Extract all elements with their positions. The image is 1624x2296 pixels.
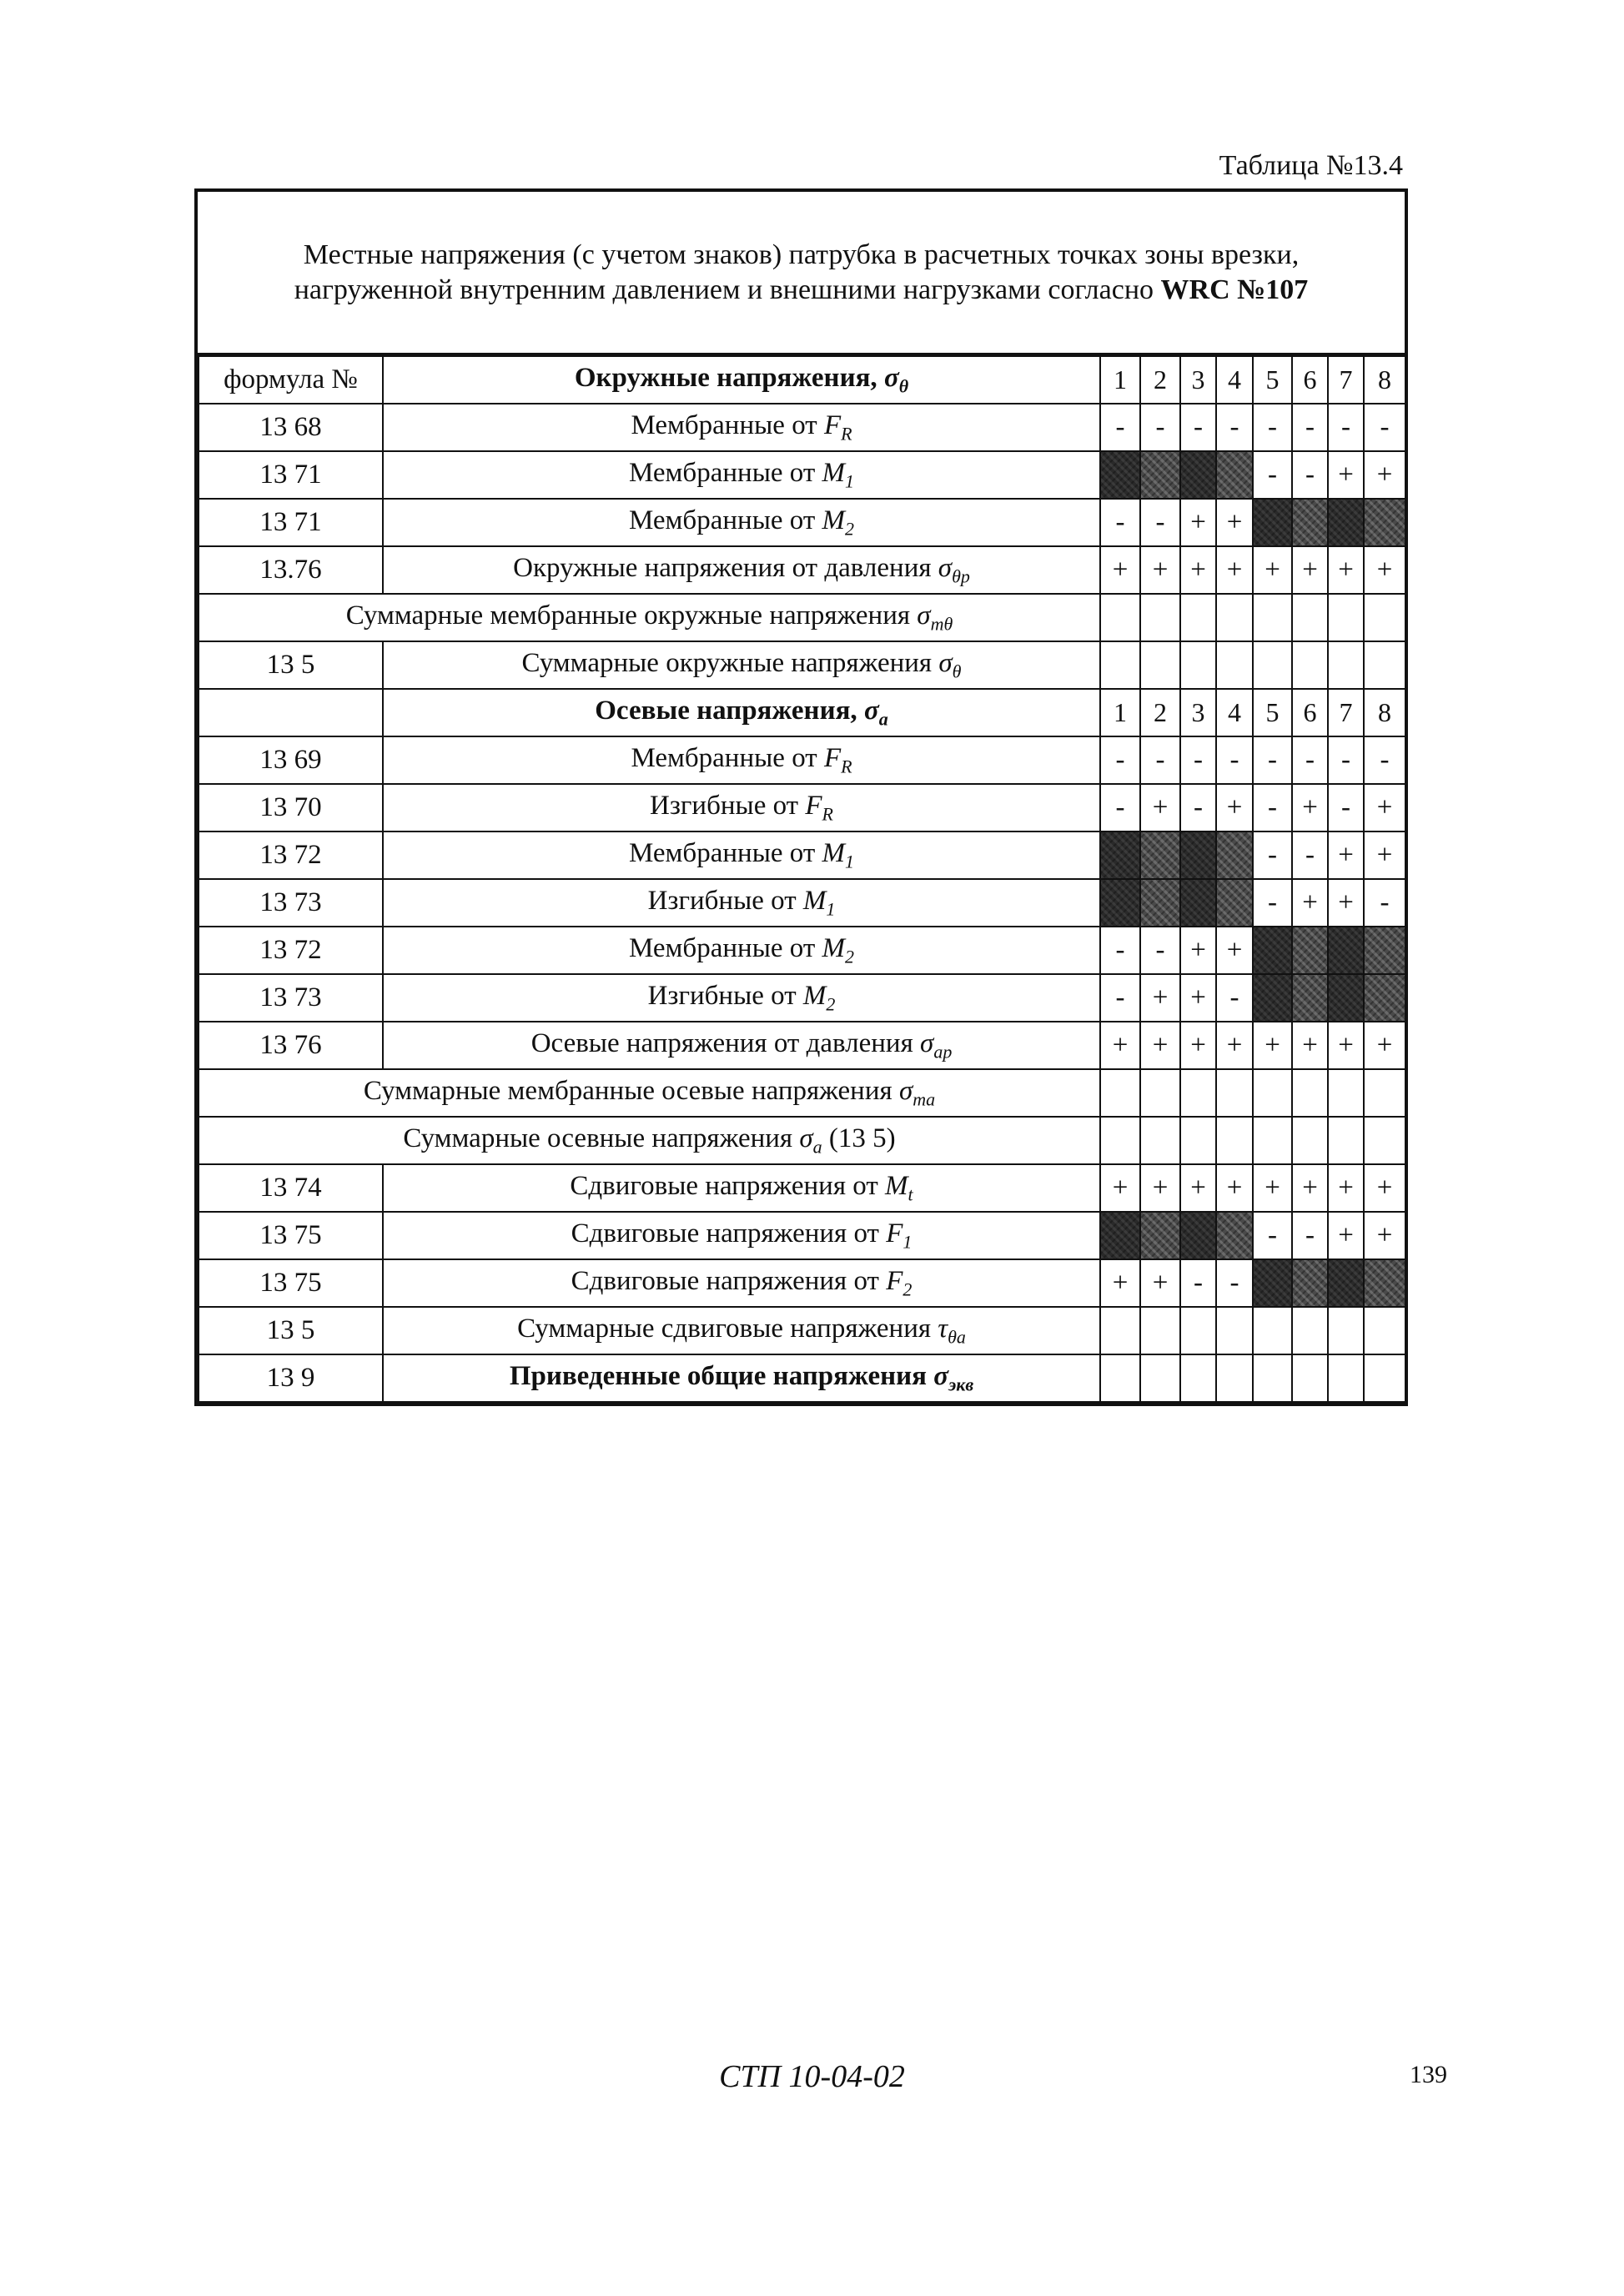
sign-cell xyxy=(1364,641,1405,689)
sign-cell: + xyxy=(1328,879,1364,927)
title-standard: WRC №107 xyxy=(1160,274,1309,305)
point-number: 8 xyxy=(1364,689,1405,736)
table-row xyxy=(199,1022,1405,1069)
table-row xyxy=(199,1164,1405,1212)
sign-cell xyxy=(1140,1307,1180,1354)
sign-cell: + xyxy=(1140,1259,1180,1307)
sign-cell xyxy=(1328,1117,1364,1164)
sign-cell: - xyxy=(1253,404,1292,451)
point-number: 3 xyxy=(1180,356,1216,404)
sign-cell: + xyxy=(1328,1164,1364,1212)
row-label: Сдвиговые напряжения от $F_2$ xyxy=(383,1259,1100,1307)
section-heading: Окружные напряжения, $\sigma_\theta$ xyxy=(383,356,1100,404)
sign-cell xyxy=(1253,641,1292,689)
sign-cell xyxy=(1364,1259,1405,1307)
sign-cell: - xyxy=(1253,831,1292,879)
formula-cell: 13 73 xyxy=(199,879,383,927)
sign-cell: - xyxy=(1216,404,1253,451)
table-row xyxy=(199,404,1405,451)
formula-header: формула № xyxy=(199,356,383,404)
sign-cell: + xyxy=(1216,784,1253,831)
sign-cell xyxy=(1100,451,1140,499)
sign-cell xyxy=(1100,1354,1140,1402)
title-line-1: Местные напряжения (с учетом знаков) патрубка в расчетных точках зоны врезки, xyxy=(303,239,1300,270)
sign-cell xyxy=(1292,927,1328,974)
sign-cell: + xyxy=(1180,1164,1216,1212)
point-number: 1 xyxy=(1100,356,1140,404)
stress-table xyxy=(198,355,1406,1403)
sign-cell: + xyxy=(1140,974,1180,1022)
sign-cell xyxy=(1216,879,1253,927)
table-row xyxy=(199,974,1405,1022)
sign-cell: + xyxy=(1364,1164,1405,1212)
summary-label: Суммарные осевные напряжения $\sigma_a$ (13 5) xyxy=(199,1117,1100,1164)
sign-cell: + xyxy=(1253,1022,1292,1069)
row-label: Мембранные от $F_R$ xyxy=(383,404,1100,451)
sign-cell xyxy=(1100,1212,1140,1259)
sign-cell xyxy=(1292,641,1328,689)
sign-cell: - xyxy=(1253,736,1292,784)
sign-cell: + xyxy=(1292,879,1328,927)
row-label: Мембранные от $M_1$ xyxy=(383,831,1100,879)
row-label: Суммарные сдвиговые напряжения $\tau_{\theta a}$ xyxy=(383,1307,1100,1354)
sign-cell: + xyxy=(1180,546,1216,594)
sign-cell xyxy=(1140,594,1180,641)
sign-cell xyxy=(1328,1069,1364,1117)
sign-cell: + xyxy=(1140,784,1180,831)
sign-cell: - xyxy=(1100,974,1140,1022)
sign-cell xyxy=(1180,1354,1216,1402)
formula-cell: 13.76 xyxy=(199,546,383,594)
sign-cell xyxy=(1328,1307,1364,1354)
sign-cell xyxy=(1364,594,1405,641)
formula-cell: 13 72 xyxy=(199,927,383,974)
sign-cell: - xyxy=(1364,879,1405,927)
sign-cell: - xyxy=(1364,404,1405,451)
formula-cell: 13 9 xyxy=(199,1354,383,1402)
sign-cell: + xyxy=(1328,1022,1364,1069)
sign-cell: - xyxy=(1180,784,1216,831)
sign-cell xyxy=(1100,1117,1140,1164)
formula-cell: 13 74 xyxy=(199,1164,383,1212)
sign-cell: + xyxy=(1100,1164,1140,1212)
sign-cell: - xyxy=(1328,736,1364,784)
sign-cell xyxy=(1216,1117,1253,1164)
formula-cell: 13 72 xyxy=(199,831,383,879)
sign-cell: + xyxy=(1180,1022,1216,1069)
sign-cell: - xyxy=(1100,927,1140,974)
sign-cell: - xyxy=(1216,974,1253,1022)
sign-cell xyxy=(1140,641,1180,689)
sign-cell xyxy=(1364,1117,1405,1164)
sign-cell: + xyxy=(1180,499,1216,546)
sign-cell xyxy=(1180,831,1216,879)
sign-cell xyxy=(1180,1117,1216,1164)
row-label: Приведенные общие напряжения $\sigma_{экв}$ xyxy=(383,1354,1100,1402)
sign-cell xyxy=(1140,1212,1180,1259)
sign-cell: - xyxy=(1180,1259,1216,1307)
row-label: Мембранные от $M_1$ xyxy=(383,451,1100,499)
point-number: 5 xyxy=(1253,356,1292,404)
row-label: Суммарные окружные напряжения $\sigma_\theta$ xyxy=(383,641,1100,689)
sign-cell: + xyxy=(1216,546,1253,594)
row-label: Изгибные от $M_1$ xyxy=(383,879,1100,927)
row-label: Изгибные от $F_R$ xyxy=(383,784,1100,831)
formula-cell: 13 73 xyxy=(199,974,383,1022)
formula-cell: 13 71 xyxy=(199,499,383,546)
sign-cell: - xyxy=(1292,451,1328,499)
sign-cell xyxy=(1216,641,1253,689)
table-row xyxy=(199,594,1405,641)
formula-cell: 13 76 xyxy=(199,1022,383,1069)
sign-cell xyxy=(1328,927,1364,974)
sign-cell xyxy=(1364,1354,1405,1402)
sign-cell: - xyxy=(1292,831,1328,879)
sign-cell xyxy=(1253,1259,1292,1307)
sign-cell: + xyxy=(1100,1022,1140,1069)
sign-cell xyxy=(1253,1117,1292,1164)
sign-cell xyxy=(1292,1117,1328,1164)
summary-label: Суммарные мембранные окружные напряжения $\sigma_{m\theta}$ xyxy=(199,594,1100,641)
sign-cell xyxy=(1100,1307,1140,1354)
sign-cell: - xyxy=(1100,736,1140,784)
sign-cell xyxy=(1364,1069,1405,1117)
table-row xyxy=(199,784,1405,831)
table-row xyxy=(199,1069,1405,1117)
point-number: 1 xyxy=(1100,689,1140,736)
sign-cell: - xyxy=(1328,404,1364,451)
sign-cell xyxy=(1100,594,1140,641)
sign-cell xyxy=(1364,927,1405,974)
sign-cell: - xyxy=(1292,404,1328,451)
sign-cell xyxy=(1100,879,1140,927)
sign-cell xyxy=(1364,974,1405,1022)
sign-cell: - xyxy=(1140,499,1180,546)
sign-cell xyxy=(1253,499,1292,546)
sign-cell: + xyxy=(1292,1022,1328,1069)
sign-cell: + xyxy=(1328,1212,1364,1259)
sign-cell xyxy=(1216,1354,1253,1402)
formula-cell: 13 68 xyxy=(199,404,383,451)
sign-cell xyxy=(1253,927,1292,974)
row-label: Мембранные от $M_2$ xyxy=(383,499,1100,546)
sign-cell xyxy=(1216,1212,1253,1259)
sign-cell: + xyxy=(1364,784,1405,831)
formula-cell: 13 70 xyxy=(199,784,383,831)
section-heading: Осевые напряжения, $\sigma_a$ xyxy=(383,689,1100,736)
sign-cell: - xyxy=(1216,1259,1253,1307)
sign-cell xyxy=(1140,879,1180,927)
sign-cell xyxy=(1292,1307,1328,1354)
table-caption: Таблица №13.4 xyxy=(1219,150,1403,181)
sign-cell: - xyxy=(1100,784,1140,831)
sign-cell: + xyxy=(1328,831,1364,879)
sign-cell xyxy=(1328,974,1364,1022)
point-number: 2 xyxy=(1140,356,1180,404)
table-row xyxy=(199,879,1405,927)
point-number: 4 xyxy=(1216,356,1253,404)
sign-cell xyxy=(1140,451,1180,499)
sign-cell: + xyxy=(1364,1212,1405,1259)
sign-cell: + xyxy=(1253,546,1292,594)
sign-cell xyxy=(1253,1307,1292,1354)
sign-cell xyxy=(1180,879,1216,927)
sign-cell: + xyxy=(1292,1164,1328,1212)
table-row xyxy=(199,927,1405,974)
header-row-axial xyxy=(199,689,1405,736)
sign-cell: - xyxy=(1328,784,1364,831)
formula-cell: 13 5 xyxy=(199,641,383,689)
sign-cell: - xyxy=(1253,451,1292,499)
sign-cell: + xyxy=(1216,499,1253,546)
sign-cell xyxy=(1292,1354,1328,1402)
sign-cell xyxy=(1328,641,1364,689)
table-row xyxy=(199,546,1405,594)
sign-cell: + xyxy=(1328,546,1364,594)
sign-cell: + xyxy=(1180,927,1216,974)
point-number: 8 xyxy=(1364,356,1405,404)
sign-cell xyxy=(1140,1069,1180,1117)
sign-cell: + xyxy=(1364,451,1405,499)
sign-cell xyxy=(1253,594,1292,641)
sign-cell xyxy=(1140,1354,1180,1402)
sign-cell: + xyxy=(1216,1164,1253,1212)
point-number: 6 xyxy=(1292,356,1328,404)
sign-cell xyxy=(1253,1354,1292,1402)
sign-cell: + xyxy=(1328,451,1364,499)
sign-cell: + xyxy=(1292,784,1328,831)
row-label: Окружные напряжения от давления $\sigma_{\theta p}$ xyxy=(383,546,1100,594)
sign-cell: - xyxy=(1180,404,1216,451)
formula-cell: 13 75 xyxy=(199,1259,383,1307)
sign-cell xyxy=(1292,974,1328,1022)
sign-cell: - xyxy=(1100,499,1140,546)
sign-cell xyxy=(1253,1069,1292,1117)
sign-cell: - xyxy=(1292,1212,1328,1259)
sign-cell xyxy=(1140,1117,1180,1164)
sign-cell xyxy=(1292,499,1328,546)
sign-cell xyxy=(1100,831,1140,879)
sign-cell: - xyxy=(1216,736,1253,784)
row-label: Мембранные от $F_R$ xyxy=(383,736,1100,784)
sign-cell xyxy=(1292,1069,1328,1117)
sign-cell xyxy=(1180,641,1216,689)
page-number: 139 xyxy=(1410,2061,1447,2088)
row-label: Мембранные от $M_2$ xyxy=(383,927,1100,974)
sign-cell xyxy=(1216,594,1253,641)
title-line-2: нагруженной внутренним давлением и внешними нагрузками согласно WRC №107 xyxy=(294,274,1309,305)
sign-cell xyxy=(1180,1069,1216,1117)
row-label: Изгибные от $M_2$ xyxy=(383,974,1100,1022)
sign-cell xyxy=(1328,499,1364,546)
sign-cell xyxy=(1364,499,1405,546)
sign-cell: - xyxy=(1100,404,1140,451)
sign-cell: + xyxy=(1140,1164,1180,1212)
table-row xyxy=(199,641,1405,689)
table-row xyxy=(199,736,1405,784)
sign-cell xyxy=(1216,831,1253,879)
sign-cell: + xyxy=(1100,1259,1140,1307)
sign-cell: + xyxy=(1216,1022,1253,1069)
table-row xyxy=(199,1307,1405,1354)
table-row xyxy=(199,1259,1405,1307)
table-row xyxy=(199,451,1405,499)
sign-cell xyxy=(1328,1259,1364,1307)
point-number: 4 xyxy=(1216,689,1253,736)
point-number: 5 xyxy=(1253,689,1292,736)
formula-cell: 13 69 xyxy=(199,736,383,784)
formula-cell xyxy=(199,689,383,736)
sign-cell: - xyxy=(1253,1212,1292,1259)
sign-cell: - xyxy=(1140,927,1180,974)
table-frame xyxy=(194,188,1408,1406)
sign-cell xyxy=(1292,1259,1328,1307)
document-code: СТП 10-04-02 xyxy=(719,2059,905,2094)
sign-cell xyxy=(1292,594,1328,641)
sign-cell xyxy=(1328,594,1364,641)
sign-cell: - xyxy=(1253,879,1292,927)
formula-cell: 13 5 xyxy=(199,1307,383,1354)
sign-cell: + xyxy=(1180,974,1216,1022)
sign-cell xyxy=(1100,1069,1140,1117)
sign-cell xyxy=(1180,451,1216,499)
table-row xyxy=(199,831,1405,879)
sign-cell: + xyxy=(1292,546,1328,594)
formula-cell: 13 71 xyxy=(199,451,383,499)
sign-cell: - xyxy=(1140,404,1180,451)
table-row xyxy=(199,1354,1405,1402)
summary-label: Суммарные мембранные осевые напряжения $\sigma_{ma}$ xyxy=(199,1069,1100,1117)
row-label: Сдвиговые напряжения от $F_1$ xyxy=(383,1212,1100,1259)
table-title xyxy=(198,192,1405,355)
sign-cell xyxy=(1100,641,1140,689)
point-number: 7 xyxy=(1328,356,1364,404)
sign-cell: + xyxy=(1364,1022,1405,1069)
formula-cell: 13 75 xyxy=(199,1212,383,1259)
table-row xyxy=(199,1212,1405,1259)
point-number: 2 xyxy=(1140,689,1180,736)
sign-cell: + xyxy=(1216,927,1253,974)
sign-cell xyxy=(1328,1354,1364,1402)
sign-cell: + xyxy=(1364,831,1405,879)
sign-cell: - xyxy=(1140,736,1180,784)
point-number: 7 xyxy=(1328,689,1364,736)
sign-cell: - xyxy=(1180,736,1216,784)
sign-cell: + xyxy=(1140,546,1180,594)
sign-cell xyxy=(1364,1307,1405,1354)
header-row-circumferential xyxy=(199,356,1405,404)
sign-cell xyxy=(1180,1307,1216,1354)
row-label: Сдвиговые напряжения от $M_t$ xyxy=(383,1164,1100,1212)
sign-cell: + xyxy=(1253,1164,1292,1212)
sign-cell: + xyxy=(1364,546,1405,594)
row-label: Осевые напряжения от давления $\sigma_{ap}$ xyxy=(383,1022,1100,1069)
table-row xyxy=(199,499,1405,546)
table-row xyxy=(199,1117,1405,1164)
sign-cell xyxy=(1216,451,1253,499)
sign-cell: - xyxy=(1253,784,1292,831)
point-number: 6 xyxy=(1292,689,1328,736)
sign-cell xyxy=(1216,1069,1253,1117)
sign-cell xyxy=(1180,1212,1216,1259)
sign-cell: - xyxy=(1292,736,1328,784)
sign-cell: - xyxy=(1364,736,1405,784)
sign-cell xyxy=(1180,594,1216,641)
sign-cell xyxy=(1216,1307,1253,1354)
point-number: 3 xyxy=(1180,689,1216,736)
sign-cell: + xyxy=(1100,546,1140,594)
sign-cell: + xyxy=(1140,1022,1180,1069)
sign-cell xyxy=(1253,974,1292,1022)
sign-cell xyxy=(1140,831,1180,879)
